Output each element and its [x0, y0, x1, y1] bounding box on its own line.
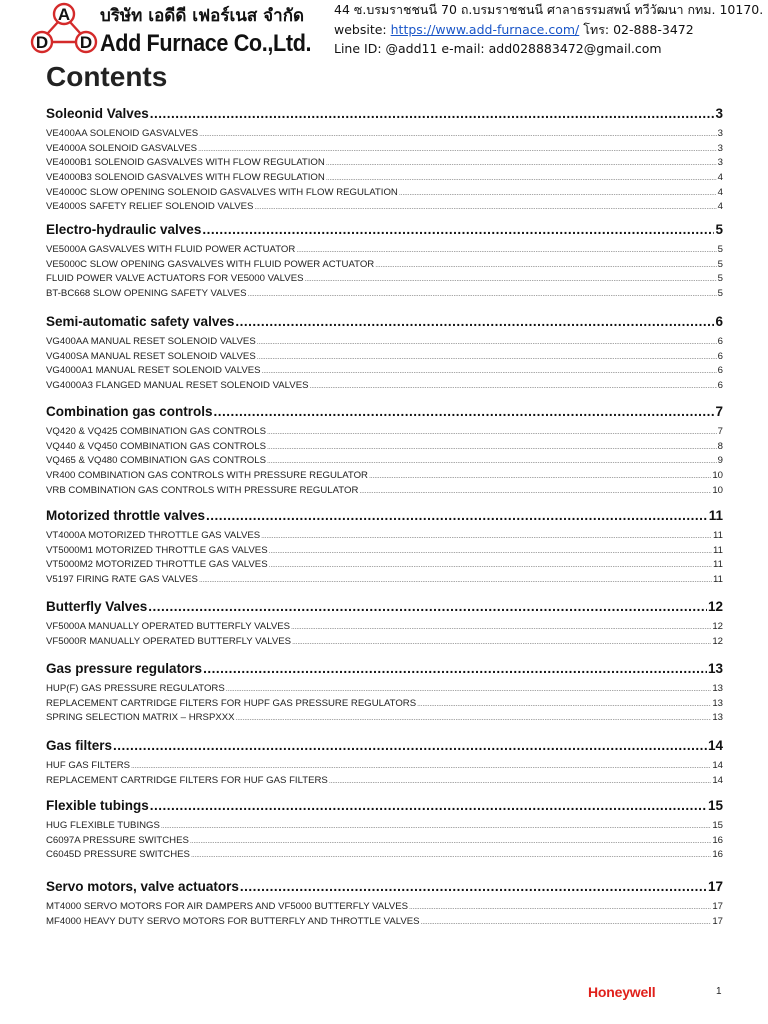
dot-leader: [291, 621, 711, 636]
toc-entry[interactable]: [46, 142, 723, 157]
entry-title: REPLACEMENT CARTRIDGE FILTERS FOR HUPF GAS PRESSURE REGULATORS: [46, 697, 417, 709]
entry-page-number: 4: [717, 172, 723, 184]
section-title: Semi-automatic safety valves: [46, 314, 235, 329]
entry-title: VQ465 & VQ480 COMBINATION GAS CONTROLS: [46, 455, 267, 467]
entry-page-number: 17: [712, 901, 723, 912]
entry-page-number: 9: [717, 455, 723, 467]
dot-leader: [150, 106, 715, 121]
svg-text:D: D: [35, 33, 49, 52]
toc-entry[interactable]: [46, 156, 723, 171]
dot-leader: [214, 404, 715, 419]
dot-leader: [191, 849, 711, 864]
dot-leader: [326, 157, 717, 172]
entry-page-number: 11: [713, 544, 723, 556]
company-address: 44 ซ.บรมราชชนนี 70 ถ.บรมราชชนนี ศาลาธรรมสพน์ ทวีวัฒนา กทม. 10170.: [334, 2, 764, 17]
entry-page-number: 10: [712, 484, 723, 496]
toc-entry[interactable]: [46, 379, 723, 394]
entry-page-number: 14: [712, 760, 723, 771]
entry-page-number: 7: [717, 426, 723, 437]
entry-title: VE4000S SAFETY RELIEF SOLENOID VALVES: [46, 201, 254, 213]
dot-leader: [296, 244, 716, 259]
toc-entry[interactable]: [46, 243, 723, 258]
dot-leader: [131, 760, 711, 775]
company-logo: [30, 2, 98, 60]
dot-leader: [202, 222, 714, 237]
section-title: Flexible tubings: [46, 798, 149, 813]
dot-leader: [247, 288, 716, 303]
entry-title: VG4000A1 MANUAL RESET SOLENOID VALVES: [46, 365, 261, 377]
toc-entry[interactable]: [46, 425, 723, 440]
toc-section-heading[interactable]: [46, 738, 723, 758]
entry-title: MT4000 SERVO MOTORS FOR AIR DAMPERS AND VF5000 BUTTERFLY VALVES: [46, 901, 409, 912]
entry-page-number: 15: [712, 820, 723, 831]
dot-leader: [240, 879, 707, 894]
dot-leader: [226, 683, 712, 698]
entry-page-number: 11: [713, 559, 723, 571]
entry-page-number: 10: [712, 470, 723, 482]
section-page-number: 5: [715, 222, 723, 237]
dot-leader: [203, 661, 707, 676]
toc-entry[interactable]: [46, 900, 723, 915]
entry-title: C6045D PRESSURE SWITCHES: [46, 849, 190, 861]
section-title: Combination gas controls: [46, 404, 213, 419]
entry-title: VF5000R MANUALLY OPERATED BUTTERFLY VALVES: [46, 635, 292, 647]
toc-entry[interactable]: [46, 635, 723, 650]
toc-section: [46, 798, 723, 863]
dot-leader: [269, 559, 712, 574]
toc-entry[interactable]: [46, 171, 723, 186]
company-name-thai: บริษัท เอดีดี เฟอร์เนส จำกัด: [100, 6, 305, 26]
website-link[interactable]: https://www.add-furnace.com/: [390, 22, 580, 37]
section-title: Gas pressure regulators: [46, 661, 203, 676]
toc-entry[interactable]: [46, 335, 723, 350]
toc-section: [46, 508, 723, 588]
entry-page-number: 13: [712, 697, 723, 709]
section-page-number: 17: [707, 879, 723, 894]
entry-page-number: 8: [717, 440, 723, 452]
entry-title: VT4000A MOTORIZED THROTTLE GAS VALVES: [46, 530, 261, 541]
toc-section-heading[interactable]: [46, 798, 723, 818]
entry-title: HUF GAS FILTERS: [46, 760, 131, 771]
company-name-english: Add Furnace Co.,Ltd.: [100, 30, 312, 57]
entry-page-number: 3: [717, 157, 723, 169]
toc-entry[interactable]: [46, 440, 723, 455]
dot-leader: [369, 470, 711, 485]
toc-section-heading[interactable]: [46, 404, 723, 424]
dot-leader: [310, 380, 717, 395]
website-label: website:: [334, 22, 387, 37]
toc-section-heading[interactable]: [46, 661, 723, 681]
entry-page-number: 12: [712, 621, 723, 632]
entry-page-number: 16: [712, 834, 723, 846]
entry-title: VQ440 & VQ450 COMBINATION GAS CONTROLS: [46, 440, 267, 452]
dot-leader: [206, 508, 708, 523]
dot-leader: [417, 698, 711, 713]
entry-page-number: 5: [717, 244, 723, 255]
toc-section-heading[interactable]: [46, 314, 723, 334]
dot-leader: [305, 273, 717, 288]
entry-page-number: 5: [717, 288, 723, 300]
entry-title: VG400AA MANUAL RESET SOLENOID VALVES: [46, 336, 256, 347]
dot-leader: [262, 365, 717, 380]
toc-entry[interactable]: [46, 819, 723, 834]
toc-section: [46, 879, 723, 929]
entry-page-number: 5: [717, 258, 723, 270]
dot-leader: [399, 187, 717, 202]
dot-leader: [254, 201, 716, 216]
letterhead: [0, 0, 768, 62]
entry-title: VE4000B3 SOLENOID GASVALVES WITH FLOW REGULATION: [46, 172, 325, 184]
toc-entry[interactable]: [46, 834, 723, 849]
section-page-number: 15: [707, 798, 723, 813]
toc-entry[interactable]: [46, 682, 723, 697]
toc-section-heading[interactable]: [46, 879, 723, 899]
entry-title: REPLACEMENT CARTRIDGE FILTERS FOR HUF GAS FILTERS: [46, 774, 328, 786]
toc-entry[interactable]: [46, 186, 723, 201]
toc-section: [46, 404, 723, 498]
entry-title: VF5000A MANUALLY OPERATED BUTTERFLY VALVES: [46, 621, 291, 632]
toc-entry[interactable]: [46, 544, 723, 559]
toc-entry[interactable]: [46, 558, 723, 573]
entry-title: BT-BC668 SLOW OPENING SAFETY VALVES: [46, 288, 247, 300]
toc-entry[interactable]: [46, 620, 723, 635]
entry-title: VG4000A3 FLANGED MANUAL RESET SOLENOID VALVES: [46, 380, 309, 392]
toc-entry[interactable]: [46, 258, 723, 273]
entry-title: VQ420 & VQ425 COMBINATION GAS CONTROLS: [46, 426, 267, 437]
dot-leader: [267, 441, 717, 456]
svg-text:D: D: [79, 33, 93, 52]
entry-page-number: 3: [717, 142, 723, 154]
dot-leader: [150, 798, 707, 813]
dot-leader: [267, 455, 717, 470]
section-title: Servo motors, valve actuators: [46, 879, 239, 894]
toc-entry[interactable]: [46, 287, 723, 302]
section-page-number: 13: [707, 661, 723, 676]
entry-title: MF4000 HEAVY DUTY SERVO MOTORS FOR BUTTERFLY AND THROTTLE VALVES: [46, 915, 420, 927]
entry-title: VG400SA MANUAL RESET SOLENOID VALVES: [46, 350, 256, 362]
toc-entry[interactable]: [46, 759, 723, 774]
entry-title: VE5000C SLOW OPENING GASVALVES WITH FLUID POWER ACTUATOR: [46, 258, 375, 270]
toc-section: [46, 314, 723, 394]
entry-page-number: 13: [712, 683, 723, 694]
entry-title: V5197 FIRING RATE GAS VALVES: [46, 574, 198, 586]
section-title: Electro-hydraulic valves: [46, 222, 202, 237]
entry-page-number: 3: [717, 128, 723, 139]
page-title: Contents: [46, 61, 168, 92]
toc-entry[interactable]: [46, 200, 723, 215]
svg-text:A: A: [57, 5, 71, 24]
entry-title: VT5000M1 MOTORIZED THROTTLE GAS VALVES: [46, 544, 268, 556]
toc-entry[interactable]: [46, 915, 723, 930]
dot-leader: [329, 775, 712, 790]
phone-number: โทร: 02-888-3472: [583, 22, 694, 37]
entry-page-number: 12: [712, 635, 723, 647]
toc-section-heading[interactable]: [46, 106, 723, 126]
section-page-number: 3: [715, 106, 723, 121]
dot-leader: [161, 820, 711, 835]
dot-leader: [236, 712, 712, 727]
toc-entry[interactable]: [46, 272, 723, 287]
entry-page-number: 14: [712, 774, 723, 786]
dot-leader: [199, 574, 712, 589]
entry-title: VE4000C SLOW OPENING SOLENOID GASVALVES WITH FLOW REGULATION: [46, 186, 398, 198]
dot-leader: [267, 426, 717, 441]
entry-title: VE4000A SOLENOID GASVALVES: [46, 142, 198, 154]
toc-entry[interactable]: [46, 774, 723, 789]
line-email-contact: Line ID: @add11 e-mail: add028883472@gmail.com: [334, 41, 662, 56]
section-title: Soleonid Valves: [46, 106, 149, 121]
toc-entry[interactable]: [46, 848, 723, 863]
toc-section: [46, 599, 723, 649]
honeywell-logo: Honeywell: [588, 984, 656, 1000]
dot-leader: [292, 636, 711, 651]
toc-entry[interactable]: [46, 350, 723, 365]
entry-page-number: 4: [717, 186, 723, 198]
section-title: Gas filters: [46, 738, 113, 753]
entry-page-number: 6: [717, 365, 723, 377]
entry-title: VRB COMBINATION GAS CONTROLS WITH PRESSURE REGULATOR: [46, 484, 359, 496]
dot-leader: [269, 545, 712, 560]
dot-leader: [359, 485, 711, 500]
page-number: 1: [716, 986, 722, 997]
dot-leader: [257, 336, 717, 351]
dot-leader: [113, 738, 707, 753]
toc-section-heading[interactable]: [46, 508, 723, 528]
entry-page-number: 13: [712, 712, 723, 724]
toc-section-heading[interactable]: [46, 599, 723, 619]
dot-leader: [326, 172, 717, 187]
toc-entry[interactable]: [46, 469, 723, 484]
entry-page-number: 17: [712, 915, 723, 927]
entry-page-number: 16: [712, 849, 723, 861]
dot-leader: [235, 314, 714, 329]
dot-leader: [409, 901, 711, 916]
website-line: [334, 20, 694, 40]
entry-page-number: 6: [717, 336, 723, 347]
toc-section: [46, 222, 723, 302]
toc-section: [46, 661, 723, 726]
section-page-number: 11: [708, 508, 723, 523]
entry-page-number: 4: [717, 201, 723, 213]
dot-leader: [421, 916, 712, 931]
entry-title: HUP(F) GAS PRESSURE REGULATORS: [46, 683, 225, 694]
entry-title: VE5000A GASVALVES WITH FLUID POWER ACTUATOR: [46, 244, 296, 255]
entry-title: C6097A PRESSURE SWITCHES: [46, 834, 189, 846]
toc-entry[interactable]: [46, 573, 723, 588]
toc-entry[interactable]: [46, 529, 723, 544]
entry-title: VE4000B1 SOLENOID GASVALVES WITH FLOW REGULATION: [46, 157, 325, 169]
section-page-number: 12: [707, 599, 723, 614]
entry-page-number: 6: [717, 350, 723, 362]
entry-title: VR400 COMBINATION GAS CONTROLS WITH PRESSURE REGULATOR: [46, 470, 368, 482]
section-page-number: 7: [715, 404, 723, 419]
section-page-number: 14: [707, 738, 723, 753]
toc-entry[interactable]: [46, 454, 723, 469]
toc-entry[interactable]: [46, 127, 723, 142]
dot-leader: [375, 259, 716, 274]
toc-section: [46, 738, 723, 788]
dot-leader: [198, 143, 717, 158]
entry-title: VT5000M2 MOTORIZED THROTTLE GAS VALVES: [46, 559, 268, 571]
dot-leader: [199, 128, 717, 143]
entry-page-number: 11: [713, 574, 723, 586]
toc-section: [46, 106, 723, 215]
toc-entry[interactable]: [46, 484, 723, 499]
section-title: Motorized throttle valves: [46, 508, 206, 523]
entry-page-number: 6: [717, 380, 723, 392]
dot-leader: [257, 351, 717, 366]
entry-title: SPRING SELECTION MATRIX – HRSPXXX: [46, 712, 235, 724]
section-page-number: 6: [715, 314, 723, 329]
toc-entry[interactable]: [46, 364, 723, 379]
dot-leader: [261, 530, 712, 545]
toc-entry[interactable]: [46, 711, 723, 726]
entry-page-number: 5: [717, 273, 723, 285]
entry-title: FLUID POWER VALVE ACTUATORS FOR VE5000 VALVES: [46, 273, 304, 285]
toc-section-heading[interactable]: [46, 222, 723, 242]
toc-entry[interactable]: [46, 697, 723, 712]
dot-leader: [190, 835, 711, 850]
entry-title: HUG FLEXIBLE TUBINGS: [46, 820, 160, 831]
entry-page-number: 11: [713, 530, 723, 541]
section-title: Butterfly Valves: [46, 599, 148, 614]
entry-title: VE400AA SOLENOID GASVALVES: [46, 128, 199, 139]
dot-leader: [148, 599, 707, 614]
